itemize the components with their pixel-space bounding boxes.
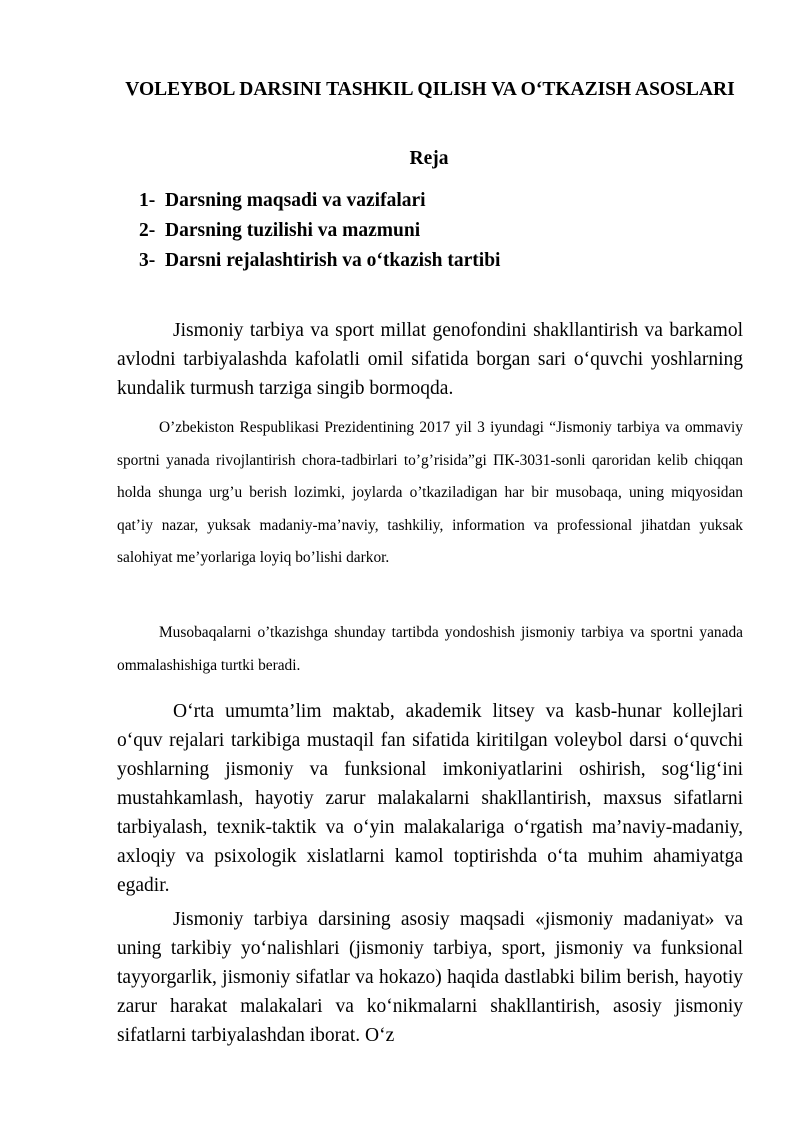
plan-item-number: 1- [139,190,156,211]
plan-item [139,216,500,246]
paragraph-presidential-decree: O’zbekiston Respublikasi Prezidentining 2017 yil 3 iyundagi “Jismoniy tarbiya va ommaviy sportni yanada rivojlantirish chora-tadbirlari to’g’risida”gi ПК-3031-sonli qaroridan kelib chiqqan holda shunga urg’u berish lozimki, joylarda o’tkaziladigan har bir musobaqa, uning miqyosidan qat’iy nazar, yuksak madaniy-ma’naviy, tashkiliy, information va professional jihatdan yuksak salohiyat me’yorlariga loyiq bo’lishi darkor. [117,419,743,567]
plan-item-number: 2- [139,220,156,241]
plan-item-text: Darsning maqsadi va vazifalari [165,190,426,211]
paragraph-lesson-goal: Jismoniy tarbiya darsining asosiy maqsadi «jismoniy madaniyat» va uning tarkibiy yo‘nalishlari (jismoniy tarbiya, sport, jismoniy va funksional tayyorgarlik, jismoniy sifatlar va hokazo) haqida dastlabki bilim berish, hayotiy zarur harakat malakalari va ko‘nikmalarni shakllantirish, asosiy jismoniy sifatlarni tarbiyalashdan iborat. O‘z [117,909,743,1046]
plan-item [139,186,500,216]
plan-item-number: 3- [139,250,156,271]
plan-item-text: Darsning tuzilishi va mazmuni [165,220,421,241]
document-title: VOLEYBOL DARSINI TASHKIL QILISH VA O‘TKAZISH ASOSLARI [125,79,735,100]
plan-list [139,186,500,276]
plan-item-text: Darsni rejalashtirish va o‘tkazish tartibi [165,250,501,271]
plan-heading: Reja [409,148,449,169]
plan-item [139,246,500,276]
paragraph-intro: Jismoniy tarbiya va sport millat genofondini shakllantirish va barkamol avlodni tarbiyalashda kafolatli omil sifatida borgan sari o‘quvchi yoshlarning kundalik turmush tarziga singib bormoqda. [117,320,743,399]
paragraph-competitions: Musobaqalarni o’tkazishga shunday tartibda yondoshish jismoniy tarbiya va sportni yanada ommalashishiga turtki beradi. [117,624,743,674]
paragraph-volleyball-lesson: O‘rta umumta’lim maktab, akademik litsey va kasb-hunar kollejlari o‘quv rejalari tarkibiga mustaqil fan sifatida kiritilgan voleybol darsi o‘quvchi yoshlarning jismoniy va funksional imkoniyatlarini oshirish, sog‘lig‘ini mustahkamlash, hayotiy zarur malakalarni shakllantirish, maxsus sifatlarni tarbiyalash, texnik-taktik va o‘yin malakalariga o‘rgatish ma’naviy-madaniy, axloqiy va psixologik xislatlarni kamol toptirishda o‘ta muhim ahamiyatga egadir. [117,701,743,896]
